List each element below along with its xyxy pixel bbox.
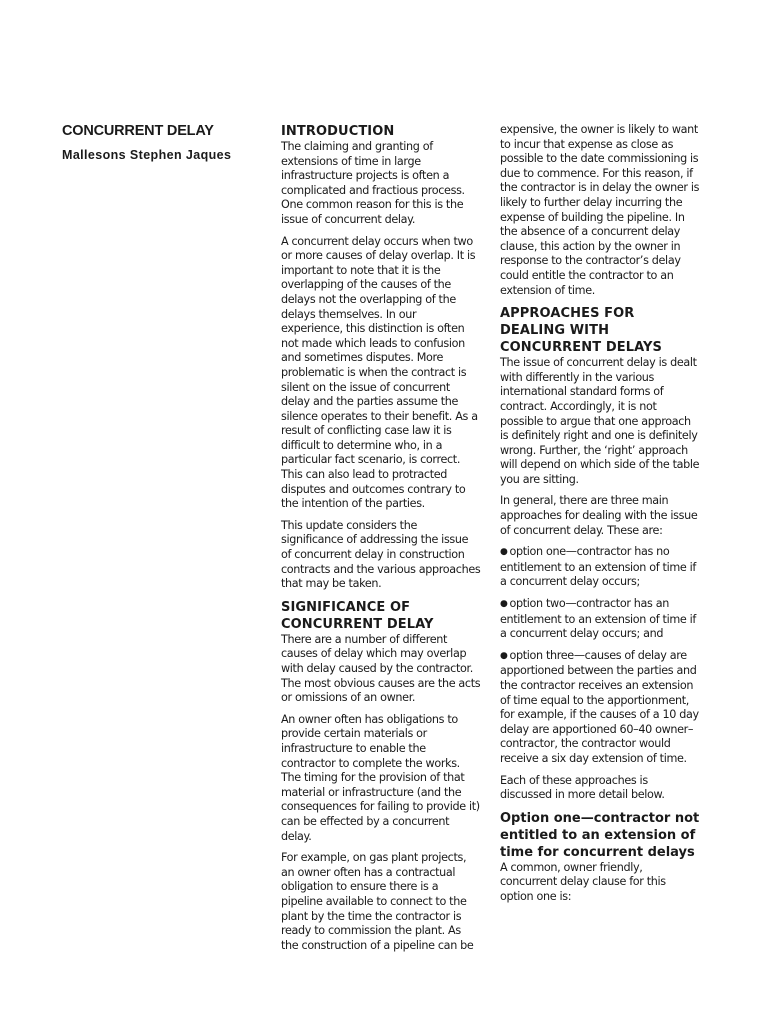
approaches-paragraph: The issue of concurrent delay is dealt with differently in the various international standard forms of contract. Accordingly, it is not possible to argue that one approach is definitely right and one is definitely wrong. Further, the ‘right’ approach will depend on which side of the table you are sitting. [500,356,700,486]
introduction-paragraph: A concurrent delay occurs when two or more causes of delay overlap. It is important to note that it is the overlapping of the causes of the delays not the overlapping of the delays themselves. In our experience, this distinction is often not made which leads to confusion and sometimes disputes. More problematic is when the contract is silent on the issue of concurrent delay and the parties assume the silence operates to their benefit. As a result of conflicting case law it is difficult to determine who, in a particular fact scenario, is correct. This can also lead to protracted disputes and outcomes contrary to the intention of the parties. [281,234,478,511]
approach-option-item: ● option one—contractor has no entitlement to an extension of time if a concurrent delay occurs; [500,545,702,590]
introduction-paragraph: This update considers the significance of addressing the issue of concurrent delay in construction contracts and the various approaches that may be taken. [281,518,481,591]
approach-option-item: ● option two—contractor has an entitlement to an extension of time if a concurrent delay occurs; and [500,597,702,642]
introduction-heading: INTRODUCTION [281,124,395,139]
option-one-heading: Option one—contractor not entitled to an extension of time for concurrent delays [500,810,700,860]
approaches-paragraph: In general, there are three main approaches for dealing with the issue of concurrent delay. These are: [500,494,698,537]
significance-paragraph: There are a number of different causes of delay which may overlap with delay caused by the contractor. The most obvious causes are the acts or omissions of an owner. [281,632,481,705]
introduction-paragraph: The claiming and granting of extensions of time in large infrastructure projects is often a complicated and fractious process. One common reason for this is the issue of concurrent delay. [281,140,465,226]
significance-heading: SIGNIFICANCE OF CONCURRENT DELAY [281,599,434,632]
document-title: CONCURRENT DELAY [62,123,214,139]
approaches-heading: APPROACHES FOR DEALING WITH CONCURRENT DELAYS [500,306,662,356]
approach-option-item: ● option three—causes of delay are apportioned between the parties and the contractor receives an extension of time equal to the apportionment, for example, if the causes of a 10 day delay are apportioned 60–40 owner–contractor, the contractor would receive a six day extension of time. [500,649,702,767]
significance-paragraph: An owner often has obligations to provide certain materials or infrastructure to enable the contractor to complete the works. The timing for the provision of that material or infrastructure (and the consequences for failing to provide it) can be effected by a concurrent delay. [281,712,480,843]
significance-paragraph-continued: expensive, the owner is likely to want to incur that expense as close as possible to the date commissioning is due to commence. For this reason, if the contractor is in delay the owner is likely to further delay incurring the expense of building the pipeline. In the absence of a concurrent delay clause, this action by the owner in response to the contractor’s delay could entitle the contractor to an extension of time. [500,123,700,297]
significance-paragraph: For example, on gas plant projects, an owner often has a contractual obligation to ensure there is a pipeline available to connect to the plant by the time the contractor is ready to commission the plant. As the construction of a pipeline can be [281,851,474,952]
left-column [62,123,262,163]
right-column [500,123,702,912]
approaches-closing: Each of these approaches is discussed in more detail below. [500,773,665,802]
middle-column [281,123,481,960]
option-one-paragraph: A common, owner friendly, concurrent delay clause for this option one is: [500,860,666,903]
document-author: Mallesons Stephen Jaques [62,148,232,162]
